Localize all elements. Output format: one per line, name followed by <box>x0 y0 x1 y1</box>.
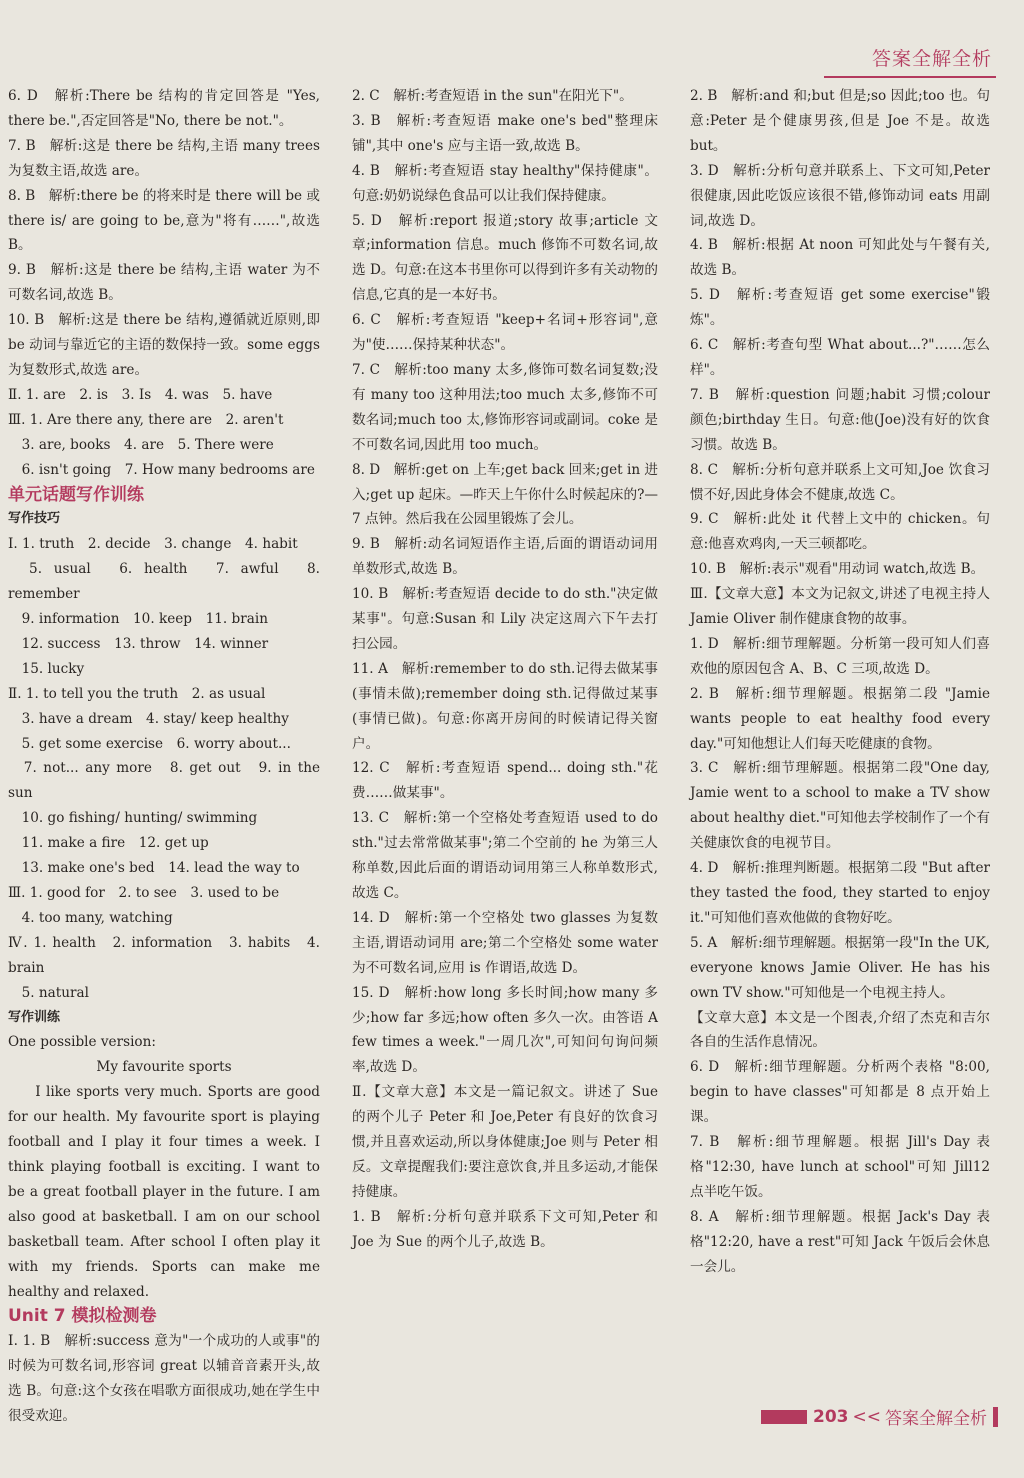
answer-item: Ⅲ. 1. Are there any, there are 2. aren't <box>8 411 284 428</box>
unit7-title: Unit 7 模拟检测卷 <box>8 1306 157 1327</box>
answer-item: 5. D 解析:report 报道;story 故事;article 文章;information 信息。much 修饰不可数名词,故选 D。句意:在这本书里你可以得到许多有关动物的信息,它真的是一本好书。 <box>352 212 658 304</box>
answer-item: 6. D 解析:细节理解题。分析两个表格 "8:00, begin to have classes"可知都是 8 点开始上课。 <box>690 1059 990 1126</box>
answer-item: 10. B 解析:考查短语 decide to do sth."决定做某事"。句意:Susan 和 Lily 决定这周六下午去打扫公园。 <box>352 586 658 652</box>
answer-item: 10. go fishing/ hunting/ swimming <box>8 810 258 827</box>
answer-item: 8. A 解析:细节理解题。根据 Jack's Day 表格"12:20, have a rest"可知 Jack 午饭后会休息一会儿。 <box>690 1208 990 1275</box>
answer-item: 【文章大意】本文是一个图表,介绍了杰克和吉尔各自的生活作息情况。 <box>690 1009 990 1051</box>
answer-item: 12. C 解析:考查短语 spend... doing sth."花费……做某事"。 <box>352 760 658 802</box>
answer-item: Ⅱ. 1. to tell you the truth 2. as usual <box>8 685 266 702</box>
one-possible-version: One possible version: <box>8 1034 156 1051</box>
answer-item: 8. B 解析:there be 的将来时是 there will be 或 there is/ are going to be,意为"将有……",故选 B。 <box>8 187 320 254</box>
answer-item: 3. D 解析:分析句意并联系上、下文可知,Peter 很健康,因此吃饭应该很不错,修饰动词 eats 用副词,故选 D。 <box>690 162 990 229</box>
answer-item: Ⅲ.【文章大意】本文为记叙文,讲述了电视主持人 Jamie Oliver 制作健康食物的故事。 <box>690 586 990 628</box>
essay-title: My favourite sports <box>96 1059 232 1076</box>
answer-item: 3. have a dream 4. stay/ keep healthy <box>8 710 289 727</box>
answer-item: 4. B 解析:考查短语 stay healthy"保持健康"。句意:奶奶说绿色食品可以让我们保持健康。 <box>352 162 658 204</box>
header-title: 答案全解全析 <box>871 48 992 70</box>
answer-item: 5. get some exercise 6. worry about... <box>8 735 291 752</box>
answer-item: 4. B 解析:根据 At noon 可知此处与午餐有关,故选 B。 <box>690 237 990 279</box>
essay-body: I like sports very much. Sports are good for our health. My favourite sport is playing football and I play it four times a week. I think playing football is exciting. I want to be a great football player in the future. I am also good at basketball. I am on our school basketball team. After school I often play it with my friends. Sports can make me healthy and relaxed. <box>8 1084 320 1300</box>
answer-item: 15. D 解析:how long 多长时间;how many 多少;how far 多远;how often 多久一次。由答语 A few times a week."一周几次",可知问句询问频率,故选 D。 <box>352 984 658 1076</box>
answer-item: 5. A 解析:细节理解题。根据第一段"In the UK, everyone knows Jamie Oliver. He has his own TV show."可知他是一个电视主持人。 <box>690 934 990 1001</box>
answer-item: Ⅱ.【文章大意】本文是一篇记叙文。讲述了 Sue 的两个儿子 Peter 和 Joe,Peter 有良好的饮食习惯,并且喜欢运动,所以身体健康;Joe 则与 Peter 相反。文章提醒我们:要注意饮食,并且多运动,才能保持健康。 <box>352 1084 658 1200</box>
column-3 <box>690 84 990 1280</box>
answer-item: 6. D 解析:There be 结构的肯定回答是 "Yes, there be.",否定回答是"No, there be not."。 <box>8 88 320 129</box>
footer-bar <box>761 1410 807 1424</box>
answer-item: 6. C 解析:考查句型 What about...?"……怎么样"。 <box>690 337 990 378</box>
answer-item: 9. information 10. keep 11. brain <box>8 611 268 628</box>
answer-item: 7. B 解析:这是 there be 结构,主语 many trees 为复数主语,故选 are。 <box>8 137 320 179</box>
answer-item: 4. D 解析:推理判断题。根据第二段 "But after they tasted the food, they started to enjoy it."可知他们喜欢他做的食物好吃。 <box>690 860 990 926</box>
answer-item: 10. B 解析:表示"观看"用动词 watch,故选 B。 <box>690 561 985 578</box>
header-rule <box>824 76 996 78</box>
answer-item: 15. lucky <box>8 660 85 677</box>
answer-item: 13. make one's bed 14. lead the way to <box>8 860 300 877</box>
answer-item: 14. D 解析:第一个空格处 two glasses 为复数主语,谓语动词用 are;第二个空格处 some water 为不可数名词,应用 is 作谓语,故选 D。 <box>352 909 658 976</box>
answer-item: 9. B 解析:这是 there be 结构,主语 water 为不可数名词,故选 B。 <box>8 262 320 304</box>
answer-item: 2. B 解析:细节理解题。根据第二段 "Jamie wants people to eat healthy food every day."可知他想让人们每天吃健康的食物。 <box>690 685 990 752</box>
answer-item: 8. C 解析:分析句意并联系上文可知,Joe 饮食习惯不好,因此身体会不健康,故选 C。 <box>690 461 990 503</box>
answer-item: 5. usual 6. health 7. awful 8. remember <box>8 561 320 603</box>
answer-item: 1. B 解析:分析句意并联系下文可知,Peter 和 Joe 为 Sue 的两个儿子,故选 B。 <box>352 1208 658 1250</box>
answer-item: 11. A 解析:remember to do sth.记得去做某事(事情未做);remember doing sth.记得做过某事(事情已做)。句意:你离开房间的时候请记得关窗户。 <box>352 660 658 752</box>
answer-item: 7. B 解析:question 问题;habit 习惯;colour 颜色;birthday 生日。句意:他(Joe)没有好的饮食习惯。故选 B。 <box>690 386 990 453</box>
writing-skills-title: 写作技巧 <box>8 511 61 527</box>
answer-item: 13. C 解析:第一个空格处考查短语 used to do sth."过去常常做某事";第二个空前的 he 为第三人称单数,因此后面的谓语动词用第三人称单数形式,故选 C。 <box>352 810 658 901</box>
answer-item: 4. too many, watching <box>8 909 173 926</box>
answer-item: 11. make a fire 12. get up <box>8 835 209 852</box>
unit-writing-title: 单元话题写作训练 <box>8 484 144 505</box>
footer-label: 答案全解全析 <box>885 1409 987 1429</box>
answer-item: 3. are, books 4. are 5. There were <box>8 436 274 453</box>
answer-item: 5. D 解析:考查短语 get some exercise"锻炼"。 <box>690 287 990 329</box>
answer-item: Ⅲ. 1. good for 2. to see 3. used to be <box>8 885 280 901</box>
answer-item: 12. success 13. throw 14. winner <box>8 635 269 652</box>
answer-item: 2. C 解析:考查短语 in the sun"在阳光下"。 <box>352 88 633 104</box>
answer-item: 1. D 解析:细节理解题。分析第一段可知人们喜欢他的原因包含 A、B、C 三项,故选 D。 <box>690 635 990 677</box>
answer-item: 3. B 解析:考查短语 make one's bed"整理床铺",其中 one's 应与主语一致,故选 B。 <box>352 112 658 154</box>
answer-item: 6. isn't going 7. How many bedrooms are <box>8 461 315 478</box>
answer-item: Ⅱ. 1. are 2. is 3. Is 4. was 5. have <box>8 386 273 403</box>
answer-item: 5. natural <box>8 984 89 1001</box>
footer-end-bar <box>993 1407 998 1427</box>
answer-item: 2. B 解析:and 和;but 但是;so 因此;too 也。句意:Peter 是个健康男孩,但是 Joe 不是。故选 but。 <box>690 88 990 154</box>
answer-item: 6. C 解析:考查短语 "keep+名词+形容词",意为"使……保持某种状态"。 <box>352 312 658 354</box>
answer-item: Ⅰ. 1. B 解析:success 意为"一个成功的人或事"的时候为可数名词,形容词 great 以辅音音素开头,故选 B。句意:这个女孩在唱歌方面很成功,她在学生中很受欢迎。 <box>8 1333 320 1425</box>
answer-item: Ⅰ. 1. truth 2. decide 3. change 4. habit <box>8 536 298 553</box>
column-1 <box>8 84 320 1429</box>
answer-item: 8. D 解析:get on 上车;get back 回来;get in 进入;get up 起床。—昨天上午你什么时候起床的?—7 点钟。然后我在公园里锻炼了会儿。 <box>352 461 658 528</box>
answer-item: 9. C 解析:此处 it 代替上文中的 chicken。句意:他喜欢鸡肉,一天三顿都吃。 <box>690 511 990 553</box>
footer-arrows: << <box>852 1406 881 1427</box>
page-footer <box>761 1404 998 1429</box>
answer-item: Ⅳ. 1. health 2. information 3. habits 4. brain <box>8 934 320 976</box>
answer-item: 9. B 解析:动名词短语作主语,后面的谓语动词用单数形式,故选 B。 <box>352 536 658 578</box>
column-2 <box>352 84 658 1255</box>
answer-item: 7. B 解析:细节理解题。根据 Jill's Day 表格"12:30, have lunch at school"可知 Jill12 点半吃午饭。 <box>690 1134 990 1200</box>
writing-training-title: 写作训练 <box>8 1009 61 1025</box>
answer-item: 10. B 解析:这是 there be 结构,遵循就近原则,即 be 动词与靠近它的主语的数保持一致。some eggs 为复数形式,故选 are。 <box>8 312 320 378</box>
answer-item: 3. C 解析:细节理解题。根据第二段"One day, Jamie went to a school to make a TV show about healthy diet."可知他去学校制作了一个有关健康饮食的电视节目。 <box>690 760 990 852</box>
answer-item: 7. C 解析:too many 太多,修饰可数名词复数;没有 many too 这种用法;too much 太多,修饰不可数名词;much too 太,修饰形容词或副词。coke 是不可数名词,因此用 too much。 <box>352 361 658 453</box>
answer-item: 7. not... any more 8. get out 9. in the sun <box>8 760 320 802</box>
page-number: 203 <box>813 1406 849 1427</box>
